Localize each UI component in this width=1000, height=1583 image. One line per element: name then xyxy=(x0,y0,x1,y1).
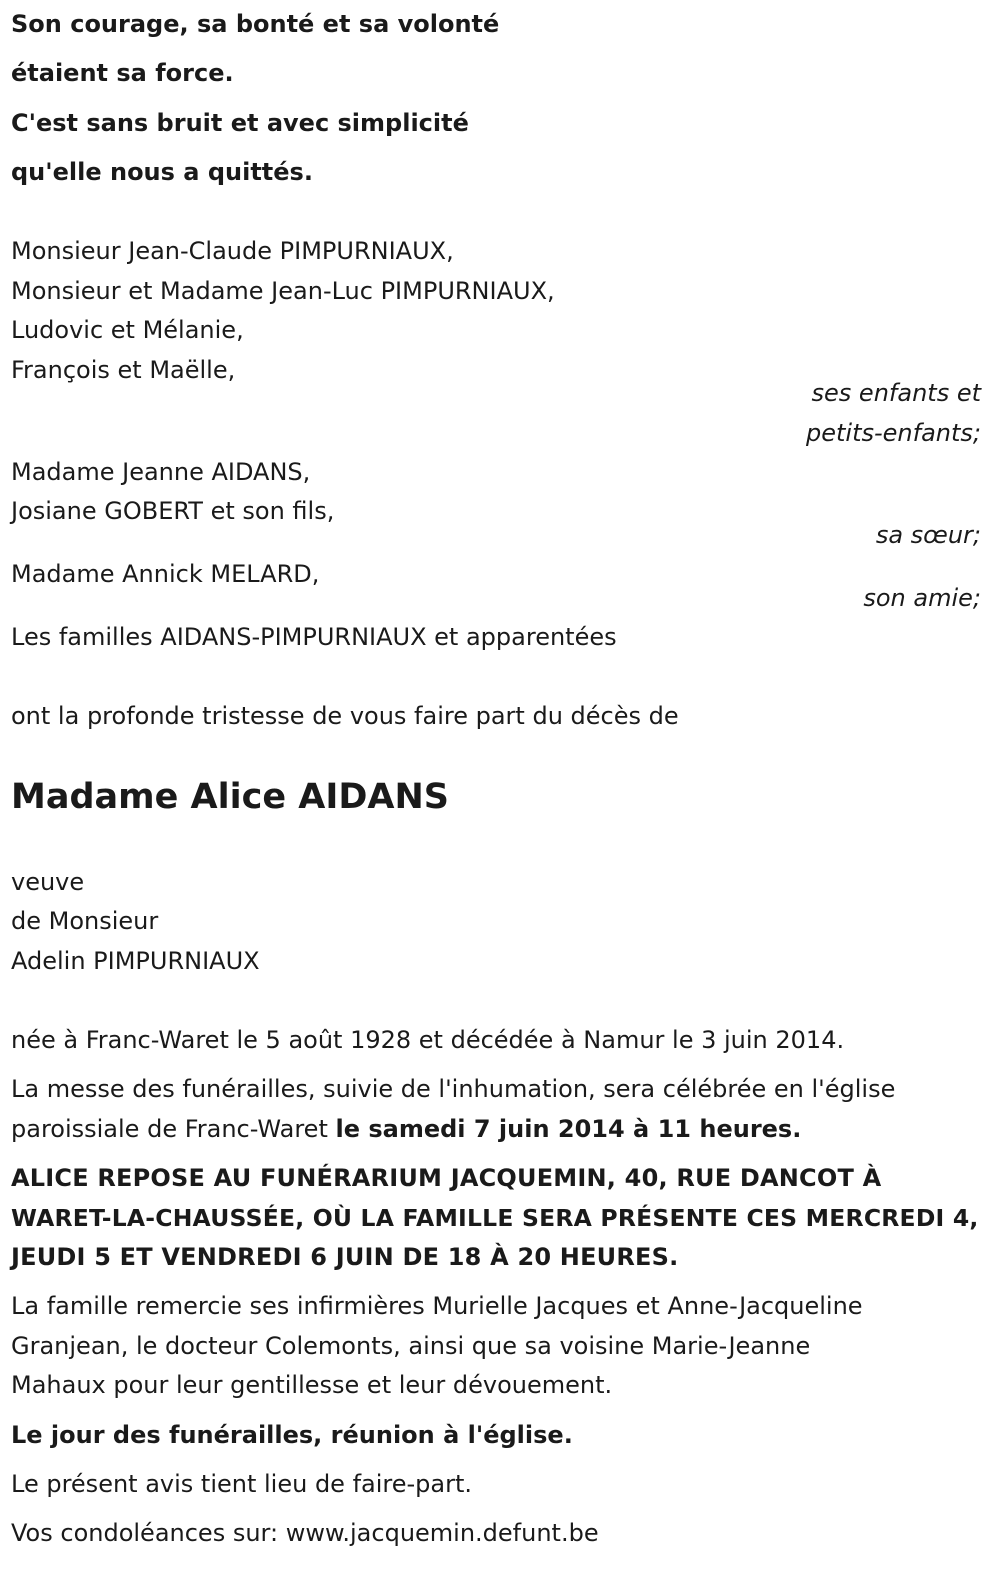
condolences-line: Vos condoléances sur: www.jacquemin.defunt.be xyxy=(11,1519,599,1547)
funerarium-line-3: JEUDI 5 ET VENDREDI 6 JUIN DE 18 À 20 HEURES. xyxy=(11,1243,679,1271)
sister-relation: sa sœur; xyxy=(875,521,981,549)
mass-line-1: La messe des funérailles, suivie de l'inhumation, sera célébrée en l'église xyxy=(11,1075,896,1103)
birth-death-line: née à Franc-Waret le 5 août 1928 et décédée à Namur le 3 juin 2014. xyxy=(11,1026,845,1054)
families-line: Les familles AIDANS-PIMPURNIAUX et apparentées xyxy=(11,623,617,651)
mass-line-2 xyxy=(11,1114,801,1144)
friend-line: Madame Annick MELARD, xyxy=(11,560,320,588)
poem-line-4: qu'elle nous a quittés. xyxy=(11,158,313,186)
children-line-1: Monsieur Jean-Claude PIMPURNIAUX, xyxy=(11,237,454,265)
widow-line-2: de Monsieur xyxy=(11,907,159,935)
children-relation-1: ses enfants et xyxy=(811,379,981,407)
widow-line-3: Adelin PIMPURNIAUX xyxy=(11,947,260,975)
sister-line-2: Josiane GOBERT et son fils, xyxy=(11,497,335,525)
mass-date-time: le samedi 7 juin 2014 à 11 heures. xyxy=(335,1115,802,1143)
deceased-name: Madame Alice AIDANS xyxy=(11,777,450,817)
friend-relation: son amie; xyxy=(863,584,981,612)
widow-line-1: veuve xyxy=(11,868,85,896)
thanks-line-2: Granjean, le docteur Colemonts, ainsi que sa voisine Marie-Jeanne xyxy=(11,1332,811,1360)
poem-line-2: étaient sa force. xyxy=(11,59,234,87)
poem-line-3: C'est sans bruit et avec simplicité xyxy=(11,109,469,137)
thanks-line-1: La famille remercie ses infirmières Murielle Jacques et Anne-Jacqueline xyxy=(11,1292,863,1320)
sister-line-1: Madame Jeanne AIDANS, xyxy=(11,458,311,486)
children-line-2: Monsieur et Madame Jean-Luc PIMPURNIAUX, xyxy=(11,277,555,305)
meeting-line: Le jour des funérailles, réunion à l'église. xyxy=(11,1421,573,1449)
mass-line-2-text: paroissiale de Franc-Waret xyxy=(11,1115,336,1143)
announcement-line: ont la profonde tristesse de vous faire part du décès de xyxy=(11,702,679,730)
children-line-4: François et Maëlle, xyxy=(11,356,236,384)
thanks-line-3: Mahaux pour leur gentillesse et leur dévouement. xyxy=(11,1371,613,1399)
funerarium-line-2: WARET-LA-CHAUSSÉE, OÙ LA FAMILLE SERA PRÉSENTE CES MERCREDI 4, xyxy=(11,1204,979,1232)
notice-line: Le présent avis tient lieu de faire-part. xyxy=(11,1470,473,1498)
children-relation-2: petits-enfants; xyxy=(806,419,981,447)
children-line-3: Ludovic et Mélanie, xyxy=(11,316,244,344)
funerarium-line-1: ALICE REPOSE AU FUNÉRARIUM JACQUEMIN, 40, RUE DANCOT À xyxy=(11,1164,882,1192)
poem-line-1: Son courage, sa bonté et sa volonté xyxy=(11,10,500,38)
